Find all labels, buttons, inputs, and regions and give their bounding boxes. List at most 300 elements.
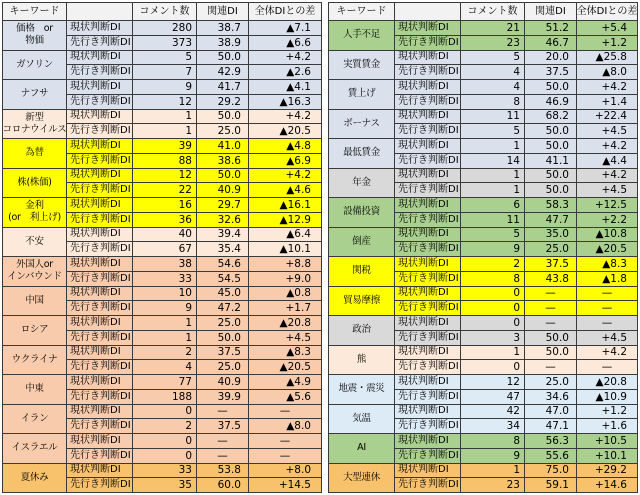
di-type-label: 現状判断DI xyxy=(67,21,132,35)
keyword-cell xyxy=(329,110,394,139)
diff-from-overall-di: ▲6.6 xyxy=(249,36,321,50)
comment-count: 5 xyxy=(461,228,524,242)
related-di: 54.5 xyxy=(197,272,248,286)
comment-count: 1 xyxy=(461,139,524,153)
keyword-cell xyxy=(3,21,66,50)
di-type-label: 現状判断DI xyxy=(67,169,132,183)
keyword-text: 物価 xyxy=(25,35,44,47)
di-type-label: 先行き判断DI xyxy=(67,124,132,138)
di-type-label: 先行き判断DI xyxy=(67,360,132,374)
comment-count: 1 xyxy=(461,169,524,183)
related-di: 46.7 xyxy=(525,36,576,50)
comment-count: 5 xyxy=(461,51,524,65)
di-type-label: 現状判断DI xyxy=(395,21,460,35)
header-comment-count: コメント数 xyxy=(133,3,196,20)
di-type-label: 先行き判断DI xyxy=(395,390,460,404)
header-diff-from-overall-di: 全体DIとの差 xyxy=(249,3,321,20)
di-type-label: 先行き判断DI xyxy=(395,360,460,374)
keyword-text: ウクライナ xyxy=(11,353,58,365)
header-related-di: 関連DI xyxy=(525,3,576,20)
di-type-label: 現状判断DI xyxy=(67,257,132,271)
related-di: 34.6 xyxy=(525,390,576,404)
related-di: 25.0 xyxy=(197,124,248,138)
header-blank xyxy=(395,3,460,20)
header-blank xyxy=(67,3,132,20)
keyword-cell xyxy=(329,464,394,493)
keyword-cell xyxy=(3,257,66,286)
comment-count: 11 xyxy=(461,213,524,227)
comment-count: 12 xyxy=(133,95,196,109)
comment-count: 33 xyxy=(133,272,196,286)
keyword-text: 中東 xyxy=(25,383,44,395)
di-type-label: 先行き判断DI xyxy=(395,272,460,286)
comment-count: 7 xyxy=(133,65,196,79)
di-type-label: 先行き判断DI xyxy=(67,449,132,463)
comment-count: 34 xyxy=(461,419,524,433)
diff-from-overall-di: +4.5 xyxy=(577,183,637,197)
related-di: 35.0 xyxy=(525,228,576,242)
diff-from-overall-di: ▲1.8 xyxy=(577,272,637,286)
comment-count: 1 xyxy=(133,316,196,330)
comment-count: 23 xyxy=(461,478,524,492)
keyword-cell xyxy=(329,316,394,345)
keyword-cell xyxy=(329,405,394,434)
diff-from-overall-di: ▲4.4 xyxy=(577,154,637,168)
related-di: 39.9 xyxy=(197,390,248,404)
comment-count: 12 xyxy=(461,375,524,389)
keyword-text: AI xyxy=(357,442,366,454)
related-di: 75.0 xyxy=(525,464,576,478)
keyword-cell xyxy=(329,375,394,404)
diff-from-overall-di: ▲8.3 xyxy=(249,346,321,360)
comment-count: 9 xyxy=(133,80,196,94)
diff-from-overall-di: +4.2 xyxy=(577,169,637,183)
keyword-text: 不安 xyxy=(25,235,44,247)
keyword-cell xyxy=(3,316,66,345)
diff-from-overall-di: +22.4 xyxy=(577,110,637,124)
right-keyword-table xyxy=(328,2,638,493)
di-type-label: 先行き判断DI xyxy=(395,449,460,463)
di-type-label: 現状判断DI xyxy=(67,464,132,478)
keyword-text: 為替 xyxy=(25,147,44,159)
related-di: 50.0 xyxy=(197,51,248,65)
diff-from-overall-di: — xyxy=(577,287,637,301)
di-type-label: 現状判断DI xyxy=(67,434,132,448)
related-di: 40.9 xyxy=(197,375,248,389)
diff-from-overall-di: +4.2 xyxy=(249,169,321,183)
related-di: 50.0 xyxy=(525,139,576,153)
related-di: 37.5 xyxy=(525,65,576,79)
related-di: 38.6 xyxy=(197,154,248,168)
keyword-cell xyxy=(329,287,394,316)
diff-from-overall-di: ▲20.5 xyxy=(249,124,321,138)
comment-count: 0 xyxy=(461,287,524,301)
diff-from-overall-di: +1.6 xyxy=(577,419,637,433)
di-type-label: 先行き判断DI xyxy=(67,154,132,168)
diff-from-overall-di: +29.2 xyxy=(577,464,637,478)
diff-from-overall-di: — xyxy=(577,316,637,330)
comment-count: 1 xyxy=(133,124,196,138)
diff-from-overall-di: +4.5 xyxy=(577,124,637,138)
comment-count: 16 xyxy=(133,198,196,212)
comment-count: 5 xyxy=(133,51,196,65)
di-type-label: 先行き判断DI xyxy=(395,183,460,197)
keyword-text: 年金 xyxy=(352,176,371,188)
comment-count: 1 xyxy=(133,331,196,345)
diff-from-overall-di: +14.6 xyxy=(577,478,637,492)
di-type-label: 現状判断DI xyxy=(395,169,460,183)
keyword-text: 夏休み xyxy=(20,471,49,483)
di-type-label: 先行き判断DI xyxy=(395,242,460,256)
diff-from-overall-di: — xyxy=(577,360,637,374)
related-di: 38.7 xyxy=(197,21,248,35)
related-di: 47.1 xyxy=(525,419,576,433)
comment-count: 11 xyxy=(461,110,524,124)
keyword-text: ロシア xyxy=(20,324,49,336)
related-di: 59.1 xyxy=(525,478,576,492)
comment-count: 188 xyxy=(133,390,196,404)
keyword-text: 株(株価) xyxy=(17,176,52,188)
comment-count: 0 xyxy=(133,405,196,419)
related-di: 25.0 xyxy=(197,316,248,330)
diff-from-overall-di: +4.5 xyxy=(249,331,321,345)
keyword-cell xyxy=(329,139,394,168)
diff-from-overall-di: ▲8.3 xyxy=(577,257,637,271)
keyword-cell xyxy=(3,228,66,257)
related-di: — xyxy=(525,301,576,315)
diff-from-overall-di: ▲16.3 xyxy=(249,95,321,109)
related-di: 50.0 xyxy=(197,331,248,345)
di-type-label: 現状判断DI xyxy=(395,110,460,124)
di-type-label: 先行き判断DI xyxy=(67,301,132,315)
di-type-label: 現状判断DI xyxy=(395,139,460,153)
comment-count: 8 xyxy=(461,95,524,109)
related-di: 50.0 xyxy=(197,110,248,124)
keyword-text: 関税 xyxy=(352,265,371,277)
keyword-text: コロナウイルス xyxy=(3,123,66,135)
di-type-label: 先行き判断DI xyxy=(395,154,460,168)
diff-from-overall-di: ▲4.9 xyxy=(249,375,321,389)
di-type-label: 現状判断DI xyxy=(395,228,460,242)
di-type-label: 現状判断DI xyxy=(67,287,132,301)
related-di: 50.0 xyxy=(197,169,248,183)
comment-count: 88 xyxy=(133,154,196,168)
keyword-cell xyxy=(3,139,66,168)
related-di: 50.0 xyxy=(525,183,576,197)
related-di: 20.0 xyxy=(525,51,576,65)
related-di: 50.0 xyxy=(525,124,576,138)
comment-count: 0 xyxy=(133,434,196,448)
keyword-cell xyxy=(329,198,394,227)
diff-from-overall-di: — xyxy=(249,449,321,463)
comment-count: 23 xyxy=(461,36,524,50)
keyword-text: 金利 xyxy=(25,200,44,212)
related-di: 58.3 xyxy=(525,198,576,212)
related-di: 53.8 xyxy=(197,464,248,478)
keyword-text: イスラエル xyxy=(11,442,58,454)
comment-count: 47 xyxy=(461,390,524,404)
diff-from-overall-di: +4.2 xyxy=(577,139,637,153)
comment-count: 67 xyxy=(133,242,196,256)
diff-from-overall-di: ▲16.1 xyxy=(249,198,321,212)
keyword-cell xyxy=(3,169,66,198)
diff-from-overall-di: ▲0.8 xyxy=(249,287,321,301)
di-type-label: 先行き判断DI xyxy=(395,36,460,50)
di-type-label: 先行き判断DI xyxy=(67,419,132,433)
di-type-label: 先行き判断DI xyxy=(67,95,132,109)
di-type-label: 先行き判断DI xyxy=(67,36,132,50)
diff-from-overall-di: ▲2.6 xyxy=(249,65,321,79)
related-di: 47.2 xyxy=(197,301,248,315)
diff-from-overall-di: +8.0 xyxy=(249,464,321,478)
diff-from-overall-di: ▲20.8 xyxy=(577,375,637,389)
diff-from-overall-di: +2.2 xyxy=(577,213,637,227)
header-comment-count: コメント数 xyxy=(461,3,524,20)
comment-count: 9 xyxy=(133,301,196,315)
related-di: 46.9 xyxy=(525,95,576,109)
diff-from-overall-di: ▲20.8 xyxy=(249,316,321,330)
diff-from-overall-di: — xyxy=(577,301,637,315)
di-type-label: 現状判断DI xyxy=(67,198,132,212)
header-keyword: キーワード xyxy=(329,3,394,20)
comment-count: 2 xyxy=(461,257,524,271)
diff-from-overall-di: — xyxy=(249,434,321,448)
keyword-text: 価格 or xyxy=(16,23,53,35)
related-di: 50.0 xyxy=(525,169,576,183)
related-di: 39.4 xyxy=(197,228,248,242)
diff-from-overall-di: +10.5 xyxy=(577,434,637,448)
di-type-label: 先行き判断DI xyxy=(395,95,460,109)
keyword-cell xyxy=(329,51,394,80)
di-type-label: 先行き判断DI xyxy=(67,390,132,404)
di-type-label: 先行き判断DI xyxy=(67,272,132,286)
related-di: 47.7 xyxy=(525,213,576,227)
comment-count: 33 xyxy=(133,464,196,478)
diff-from-overall-di: ▲20.5 xyxy=(249,360,321,374)
keyword-cell xyxy=(329,21,394,50)
related-di: 37.5 xyxy=(197,346,248,360)
related-di: 51.2 xyxy=(525,21,576,35)
comment-count: 6 xyxy=(461,198,524,212)
header-diff-from-overall-di: 全体DIとの差 xyxy=(577,3,637,20)
comment-count: 1 xyxy=(461,464,524,478)
di-type-label: 現状判断DI xyxy=(67,346,132,360)
keyword-text: 大型連休 xyxy=(343,471,380,483)
keyword-cell xyxy=(3,434,66,463)
di-type-label: 先行き判断DI xyxy=(67,331,132,345)
di-type-label: 現状判断DI xyxy=(67,228,132,242)
keyword-text: 最低賃金 xyxy=(343,147,380,159)
comment-count: 14 xyxy=(461,154,524,168)
comment-count: 12 xyxy=(133,169,196,183)
comment-count: 40 xyxy=(133,228,196,242)
di-type-label: 先行き判断DI xyxy=(395,478,460,492)
diff-from-overall-di: +1.2 xyxy=(577,36,637,50)
keyword-cell xyxy=(329,169,394,198)
keyword-cell xyxy=(3,80,66,109)
keyword-text: ナフサ xyxy=(20,88,49,100)
comment-count: 2 xyxy=(133,419,196,433)
related-di: 38.9 xyxy=(197,36,248,50)
di-type-label: 現状判断DI xyxy=(67,316,132,330)
comment-count: 5 xyxy=(461,124,524,138)
related-di: 41.7 xyxy=(197,80,248,94)
diff-from-overall-di: — xyxy=(249,405,321,419)
comment-count: 42 xyxy=(461,405,524,419)
comment-count: 36 xyxy=(133,213,196,227)
related-di: 37.5 xyxy=(197,419,248,433)
related-di: 56.3 xyxy=(525,434,576,448)
comment-count: 4 xyxy=(461,65,524,79)
keyword-cell xyxy=(3,405,66,434)
keyword-cell xyxy=(329,434,394,463)
comment-count: 0 xyxy=(461,360,524,374)
di-type-label: 先行き判断DI xyxy=(395,331,460,345)
left-keyword-table xyxy=(2,2,322,493)
keyword-text: インバウンド xyxy=(7,271,62,283)
keyword-text: 人手不足 xyxy=(343,29,380,41)
diff-from-overall-di: +4.5 xyxy=(577,331,637,345)
related-di: 60.0 xyxy=(197,478,248,492)
diff-from-overall-di: ▲6.4 xyxy=(249,228,321,242)
related-di: — xyxy=(197,405,248,419)
diff-from-overall-di: ▲25.8 xyxy=(577,51,637,65)
di-type-label: 先行き判断DI xyxy=(67,65,132,79)
keyword-cell xyxy=(329,80,394,109)
di-type-label: 現状判断DI xyxy=(395,316,460,330)
diff-from-overall-di: ▲10.1 xyxy=(249,242,321,256)
diff-from-overall-di: +8.8 xyxy=(249,257,321,271)
related-di: — xyxy=(197,449,248,463)
related-di: 41.0 xyxy=(197,139,248,153)
di-type-label: 現状判断DI xyxy=(395,464,460,478)
related-di: 45.0 xyxy=(197,287,248,301)
header-keyword: キーワード xyxy=(3,3,66,20)
header-related-di: 関連DI xyxy=(197,3,248,20)
diff-from-overall-di: +1.2 xyxy=(577,405,637,419)
keyword-cell xyxy=(3,287,66,316)
di-type-label: 先行き判断DI xyxy=(395,65,460,79)
di-type-label: 先行き判断DI xyxy=(395,419,460,433)
diff-from-overall-di: +9.0 xyxy=(249,272,321,286)
comment-count: 39 xyxy=(133,139,196,153)
keyword-text: イラン xyxy=(20,412,49,424)
diff-from-overall-di: +4.2 xyxy=(249,51,321,65)
keyword-text: 熊 xyxy=(356,353,367,365)
keyword-text: 新型 xyxy=(25,111,44,123)
keyword-cell xyxy=(3,464,66,493)
diff-from-overall-di: ▲5.6 xyxy=(249,390,321,404)
diff-from-overall-di: +4.2 xyxy=(577,346,637,360)
keyword-text: 設備投資 xyxy=(343,206,380,218)
diff-from-overall-di: +4.2 xyxy=(577,80,637,94)
comment-count: 4 xyxy=(133,360,196,374)
comment-count: 9 xyxy=(461,242,524,256)
keyword-text: 外国人or xyxy=(16,259,53,271)
related-di: 55.6 xyxy=(525,449,576,463)
comment-count: 8 xyxy=(461,272,524,286)
diff-from-overall-di: ▲4.8 xyxy=(249,139,321,153)
comment-count: 77 xyxy=(133,375,196,389)
related-di: 40.9 xyxy=(197,183,248,197)
related-di: 32.6 xyxy=(197,213,248,227)
related-di: 35.4 xyxy=(197,242,248,256)
diff-from-overall-di: +14.5 xyxy=(249,478,321,492)
di-type-label: 現状判断DI xyxy=(395,80,460,94)
comment-count: 280 xyxy=(133,21,196,35)
keyword-cell xyxy=(3,198,66,227)
diff-from-overall-di: ▲8.0 xyxy=(249,419,321,433)
keyword-text: 中国 xyxy=(25,294,44,306)
di-type-label: 先行き判断DI xyxy=(67,478,132,492)
related-di: 41.1 xyxy=(525,154,576,168)
comment-count: 1 xyxy=(133,110,196,124)
comment-count: 35 xyxy=(133,478,196,492)
keyword-text: 気温 xyxy=(352,412,371,424)
comment-count: 4 xyxy=(461,80,524,94)
di-type-label: 現状判断DI xyxy=(67,139,132,153)
di-type-label: 現状判断DI xyxy=(395,434,460,448)
keyword-text: ガソリン xyxy=(16,58,53,70)
comment-count: 0 xyxy=(461,301,524,315)
di-type-label: 現状判断DI xyxy=(395,257,460,271)
diff-from-overall-di: +1.7 xyxy=(249,301,321,315)
di-type-label: 現状判断DI xyxy=(67,51,132,65)
di-type-label: 先行き判断DI xyxy=(395,213,460,227)
related-di: 50.0 xyxy=(525,331,576,345)
related-di: 29.7 xyxy=(197,198,248,212)
keyword-cell xyxy=(3,51,66,80)
diff-from-overall-di: ▲20.5 xyxy=(577,242,637,256)
di-type-label: 先行き判断DI xyxy=(67,242,132,256)
comment-count: 373 xyxy=(133,36,196,50)
diff-from-overall-di: ▲10.9 xyxy=(577,390,637,404)
di-type-label: 現状判断DI xyxy=(67,80,132,94)
diff-from-overall-di: +10.1 xyxy=(577,449,637,463)
comment-count: 1 xyxy=(461,183,524,197)
keyword-text: 賃上げ xyxy=(347,88,376,100)
di-type-label: 現状判断DI xyxy=(395,198,460,212)
comment-count: 3 xyxy=(461,331,524,345)
diff-from-overall-di: +1.4 xyxy=(577,95,637,109)
related-di: 50.0 xyxy=(525,80,576,94)
di-type-label: 現状判断DI xyxy=(67,375,132,389)
di-type-label: 現状判断DI xyxy=(395,405,460,419)
diff-from-overall-di: ▲12.9 xyxy=(249,213,321,227)
diff-from-overall-di: ▲4.6 xyxy=(249,183,321,197)
keyword-text: ボーナス xyxy=(343,117,380,129)
comment-count: 0 xyxy=(461,316,524,330)
related-di: — xyxy=(525,360,576,374)
diff-from-overall-di: ▲6.9 xyxy=(249,154,321,168)
related-di: — xyxy=(525,316,576,330)
keyword-text: 貿易摩擦 xyxy=(343,294,380,306)
diff-from-overall-di: ▲10.8 xyxy=(577,228,637,242)
related-di: 42.9 xyxy=(197,65,248,79)
comment-count: 10 xyxy=(133,287,196,301)
di-type-label: 現状判断DI xyxy=(67,405,132,419)
keyword-cell xyxy=(329,228,394,257)
related-di: 47.0 xyxy=(525,405,576,419)
related-di: 25.0 xyxy=(197,360,248,374)
related-di: 54.6 xyxy=(197,257,248,271)
diff-from-overall-di: ▲4.1 xyxy=(249,80,321,94)
related-di: 50.0 xyxy=(525,346,576,360)
related-di: 37.5 xyxy=(525,257,576,271)
keyword-text: (or 利上げ) xyxy=(8,212,61,224)
di-type-label: 現状判断DI xyxy=(395,346,460,360)
comment-count: 2 xyxy=(133,346,196,360)
